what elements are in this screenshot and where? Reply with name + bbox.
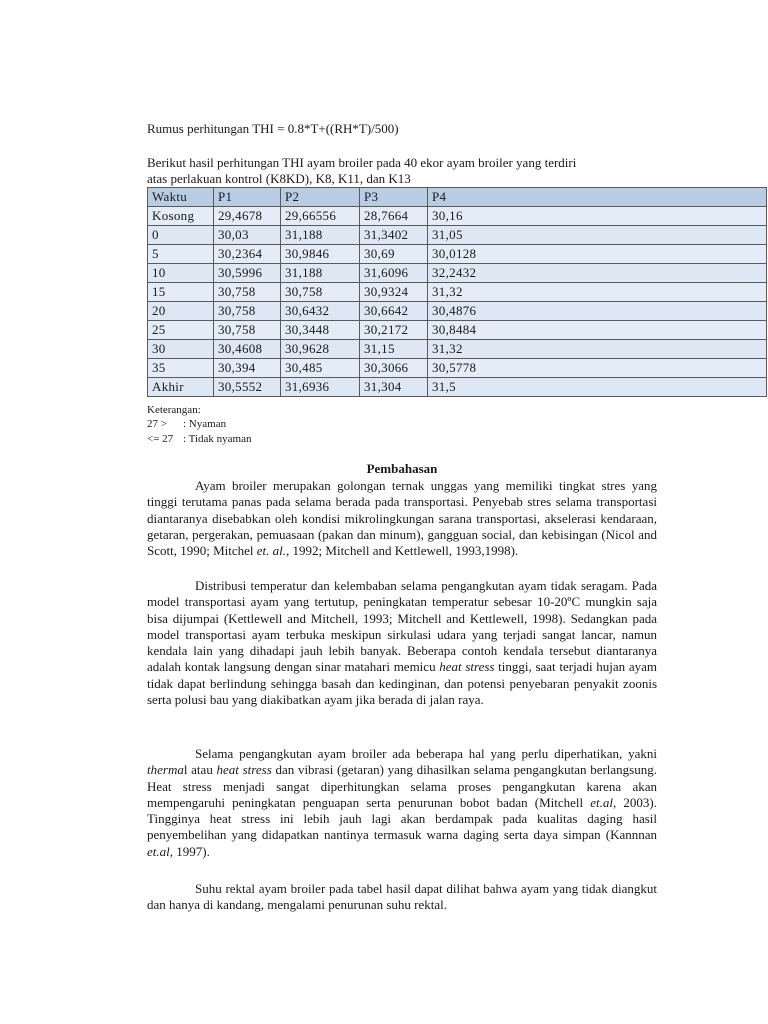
table-cell: 5 (148, 245, 214, 264)
header-p4: P4 (428, 188, 767, 207)
table-cell: 31,32 (428, 283, 767, 302)
note-item-tidak-nyaman (147, 433, 251, 445)
table-row (148, 207, 767, 226)
header-waktu: Waktu (148, 188, 214, 207)
table-cell: 31,32 (428, 340, 767, 359)
table-cell: 35 (148, 359, 214, 378)
table-cell: 30,5552 (214, 378, 281, 397)
paragraph-emphasis: et. al. (256, 543, 287, 559)
table-row (148, 264, 767, 283)
table-cell: 30,758 (214, 283, 281, 302)
table-cell: 30,4608 (214, 340, 281, 359)
table-row (148, 302, 767, 321)
table-cell: 30,0128 (428, 245, 767, 264)
paragraph-text: Ayam broiler merupakan golongan ternak unggas yang memiliki tingkat stres yang tinggi terutama panas pada selama berada pada transportasi. Penyebab stres selama transportasi diantaranya disebabkan oleh kondisi mikrolingkungan sarana transportasi, akselerasi kendaraan, getaran, pergerakan, pemuasaan (pakan dan minum), gangguan social, dan kebisingan (Nicol and Scott, 1990; Mitchel (147, 478, 657, 559)
note-item-nyaman (147, 418, 226, 430)
table-cell: 15 (148, 283, 214, 302)
table-cell: 30,3066 (360, 359, 428, 378)
table-cell: 31,3402 (360, 226, 428, 245)
paragraph-text: Suhu rektal ayam broiler pada tabel hasil dapat dilihat bahwa ayam yang tidak diangkut dan hanya di kandang, mengalami penurunan suhu rektal. (147, 881, 657, 913)
table-cell: 30,758 (281, 283, 360, 302)
paragraph-text: tinggi, saat terjadi hujan ayam tidak dapat berlindung sehingga basah dan kedinginan, dan potensi penyebaran penyakit zoonis serta polusi bau yang diakibatkan ayam jika berada di jalan raya. (147, 659, 657, 708)
table-cell: 29,4678 (214, 207, 281, 226)
table-cell: 30,5778 (428, 359, 767, 378)
table-cell: 30,485 (281, 359, 360, 378)
intro-line-1: Berikut hasil perhitungan THI ayam broiler pada 40 ekor ayam broiler yang terdiri (147, 155, 577, 170)
table-cell: Akhir (148, 378, 214, 397)
table-cell: 30,16 (428, 207, 767, 226)
table-cell: 31,188 (281, 226, 360, 245)
table-row (148, 245, 767, 264)
table-row (148, 378, 767, 397)
header-p3: P3 (360, 188, 428, 207)
table-cell: 31,6936 (281, 378, 360, 397)
table-cell: 30,758 (214, 302, 281, 321)
table-cell: 32,2432 (428, 264, 767, 283)
table-cell: 30,6432 (281, 302, 360, 321)
table-cell: 30,3448 (281, 321, 360, 340)
intro-line-2: atas perlakuan kontrol (K8KD), K8, K11, dan K13 (147, 171, 411, 186)
table-cell: 29,66556 (281, 207, 360, 226)
table-cell: 30,8484 (428, 321, 767, 340)
note-text: : Nyaman (183, 418, 227, 430)
table-cell: 31,6096 (360, 264, 428, 283)
header-p2: P2 (281, 188, 360, 207)
table-row (148, 340, 767, 359)
section-heading: Pembahasan (366, 461, 438, 476)
table-row (148, 226, 767, 245)
table-row (148, 283, 767, 302)
table-cell: 30,9628 (281, 340, 360, 359)
table-cell: 30,394 (214, 359, 281, 378)
paragraph-emphasis: heat stress (439, 659, 495, 675)
table-cell: 30,5996 (214, 264, 281, 283)
table-cell: 30,4876 (428, 302, 767, 321)
table-row (148, 359, 767, 378)
table-row (148, 321, 767, 340)
paragraph-text: dan vibrasi (getaran) yang dihasilkan selama pengangkutan berlangsung. Heat stress menjadi sangat diperhitungkan selama proses pengangkutan karena akan mempengaruhi peningkatan penguapan serta penurunan bobot badan (Mitchell (147, 762, 657, 810)
thi-table (147, 187, 767, 397)
paragraph-text: l atau (183, 762, 217, 778)
paragraph-text: , 2003). Tingginya heat stress ini lebih jauh lagi akan berdampak pada kualitas daging hasil penyembelihan yang didapatkan nantinya termasuk warna daging serta daya simpan (Kannnan (147, 794, 657, 843)
table-cell: 30,69 (360, 245, 428, 264)
table-cell: 31,15 (360, 340, 428, 359)
table-cell: 31,188 (281, 264, 360, 283)
note-symbol: 27 > (147, 418, 167, 430)
table-header-row (148, 188, 767, 207)
table-cell: 30,758 (214, 321, 281, 340)
notes-label: Keterangan: (147, 404, 201, 416)
paragraph-text: Selama pengangkutan ayam broiler ada beberapa hal yang perlu diperhatikan, yakni (195, 746, 657, 761)
paragraph-3 (147, 746, 657, 860)
paragraph-text: , 1997). (169, 843, 210, 859)
paragraph-2 (147, 578, 657, 708)
paragraph-emphasis: et.al (147, 843, 170, 859)
table-cell: 30,9846 (281, 245, 360, 264)
table-cell: 0 (148, 226, 214, 245)
paragraph-4 (147, 881, 657, 914)
table-cell: 30,9324 (360, 283, 428, 302)
paragraph-emphasis: et.al (590, 794, 614, 810)
table-cell: 30,2172 (360, 321, 428, 340)
paragraph-text: Distribusi temperatur dan kelembaban selama pengangkutan ayam tidak seragam. Pada model transportasi ayam yang tertutup, peningkatan temperatur sebesar 10-20ºC mungkin saja bisa dijumpai (Kettlewell and Mitchell, 1993; Mitchell and Kettlewell, 1998). Sedangkan pada model transportasi ayam terbuka meskipun sirkulasi udara yang terjadi sangat lancar, namun kendala lain yang dihadapi jauh lebih banyak. Beberapa contoh kendala tersebut diantaranya adalah kontak langsung dengan sinar matahari memicu (147, 578, 657, 675)
note-text: : Tidak nyaman (183, 433, 252, 445)
table-cell: 30,2364 (214, 245, 281, 264)
table-cell: 25 (148, 321, 214, 340)
table-cell: 30,6642 (360, 302, 428, 321)
table-cell: 30 (148, 340, 214, 359)
table-cell: 31,5 (428, 378, 767, 397)
table-cell: Kosong (148, 207, 214, 226)
table-cell: 20 (148, 302, 214, 321)
paragraph-emphasis: therma (147, 762, 184, 778)
table-cell: 30,03 (214, 226, 281, 245)
table-cell: 28,7664 (360, 207, 428, 226)
paragraph-1 (147, 478, 657, 559)
table-cell: 31,304 (360, 378, 428, 397)
paragraph-emphasis: heat stress (216, 762, 272, 778)
thi-formula: Rumus perhitungan THI = 0.8*T+((RH*T)/500) (147, 121, 399, 136)
header-p1: P1 (214, 188, 281, 207)
table-cell: 10 (148, 264, 214, 283)
note-symbol: <= 27 (147, 433, 174, 445)
table-cell: 31,05 (428, 226, 767, 245)
paragraph-text: , 1992; Mitchell and Kettlewell, 1993,1998). (286, 543, 519, 559)
